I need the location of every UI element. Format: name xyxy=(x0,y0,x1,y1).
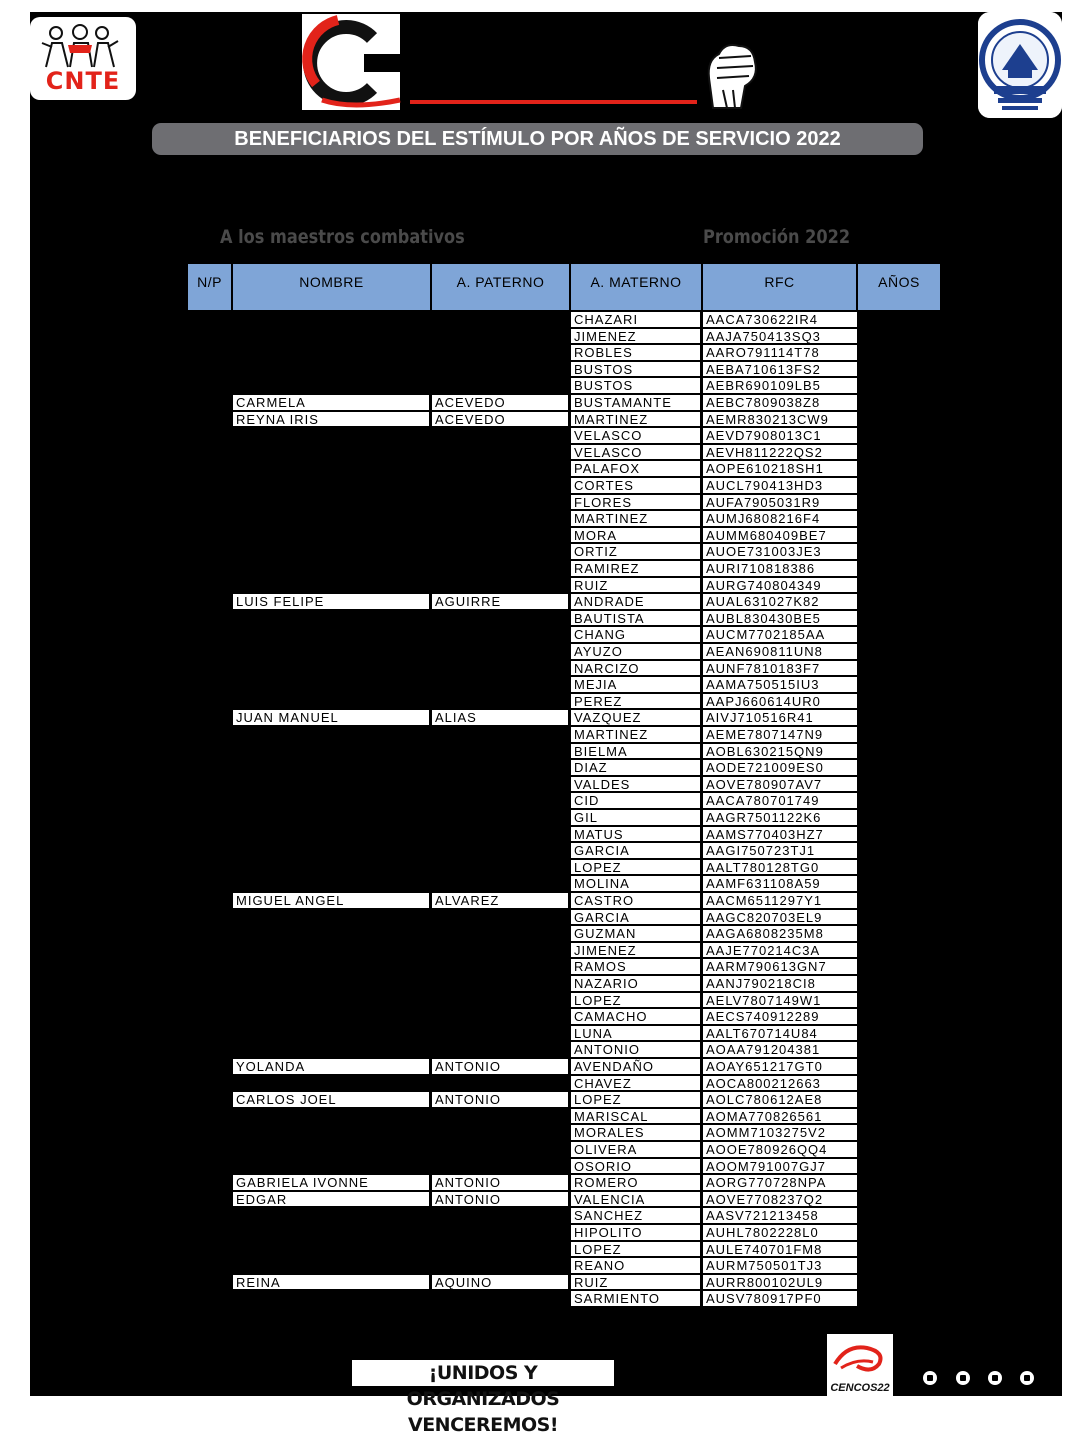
snte-seal-logo xyxy=(978,12,1062,118)
cell-materno: MEJIA xyxy=(571,677,700,692)
cell-rfc: AORG770728NPA xyxy=(703,1175,857,1190)
cell-rfc: AUBL830430BE5 xyxy=(703,611,857,626)
cell-rfc: AUCM7702185AA xyxy=(703,627,857,642)
cell-materno: PALAFOX xyxy=(571,461,700,476)
table-row xyxy=(30,362,1062,379)
column-header-paterno: A. PATERNO xyxy=(432,264,571,310)
cell-materno: JIMENEZ xyxy=(571,329,700,344)
cencos-logo-text: CENCOS22 xyxy=(830,1382,890,1394)
cell-rfc: AOPE610218SH1 xyxy=(703,461,857,476)
cell-materno: CASTRO xyxy=(571,893,700,908)
table-row xyxy=(30,1125,1062,1142)
table-row xyxy=(30,461,1062,478)
cell-rfc: AAMS770403HZ7 xyxy=(703,827,857,842)
table-row xyxy=(30,1042,1062,1059)
cell-materno: RUIZ xyxy=(571,1275,700,1290)
cell-materno: GARCIA xyxy=(571,910,700,925)
cell-materno: BAUTISTA xyxy=(571,611,700,626)
cell-rfc: AOVE780907AV7 xyxy=(703,777,857,792)
table-row xyxy=(30,312,1062,329)
cell-materno: MOLINA xyxy=(571,876,700,891)
cell-materno: GIL xyxy=(571,810,700,825)
cell-materno: LUNA xyxy=(571,1026,700,1041)
cell-rfc: AUHL7802228L0 xyxy=(703,1225,857,1240)
cell-nombre: CARMELA xyxy=(233,395,429,410)
cell-materno: RAMIREZ xyxy=(571,561,700,576)
table-row xyxy=(30,578,1062,595)
cell-rfc: AIVJ710516R41 xyxy=(703,710,857,725)
cencos-logo xyxy=(827,1334,893,1396)
cell-rfc: AUAL631027K82 xyxy=(703,594,857,609)
table-row xyxy=(30,893,1062,910)
table-row xyxy=(30,1291,1062,1308)
cell-nombre: CARLOS JOEL xyxy=(233,1092,429,1107)
cencos-swirl-icon xyxy=(827,1334,893,1378)
table-row xyxy=(30,544,1062,561)
cell-materno: VALENCIA xyxy=(571,1192,700,1207)
cell-materno: ANTONIO xyxy=(571,1042,700,1057)
table-row xyxy=(30,1026,1062,1043)
cell-rfc: AEMR830213CW9 xyxy=(703,412,857,427)
cell-paterno: ACEVEDO xyxy=(432,395,568,410)
table-row xyxy=(30,528,1062,545)
table-row xyxy=(30,1109,1062,1126)
cnte-figures-icon xyxy=(38,23,128,69)
cell-materno: MATUS xyxy=(571,827,700,842)
cell-materno: CID xyxy=(571,793,700,808)
table-row xyxy=(30,345,1062,362)
column-header-rfc: RFC xyxy=(703,264,858,310)
cell-rfc: AURG740804349 xyxy=(703,578,857,593)
table-row xyxy=(30,843,1062,860)
cell-materno: JIMENEZ xyxy=(571,943,700,958)
cell-materno: AVENDAÑO xyxy=(571,1059,700,1074)
table-row xyxy=(30,694,1062,711)
cell-materno: MARTINEZ xyxy=(571,511,700,526)
cell-materno: RAMOS xyxy=(571,959,700,974)
cell-materno: RUIZ xyxy=(571,578,700,593)
cell-nombre: REINA xyxy=(233,1275,429,1290)
cell-materno: CHANG xyxy=(571,627,700,642)
cell-materno: VAZQUEZ xyxy=(571,710,700,725)
table-row xyxy=(30,910,1062,927)
cell-rfc: AEBR690109LB5 xyxy=(703,378,857,393)
cell-rfc: AARO791114T78 xyxy=(703,345,857,360)
column-header-anos: AÑOS xyxy=(858,264,940,310)
cell-rfc: AURR800102UL9 xyxy=(703,1275,857,1290)
cell-rfc: AOMM7103275V2 xyxy=(703,1125,857,1140)
header-red-line xyxy=(410,100,697,104)
cell-nombre: EDGAR xyxy=(233,1192,429,1207)
cell-nombre: YOLANDA xyxy=(233,1059,429,1074)
column-header-materno: A. MATERNO xyxy=(571,264,703,310)
cell-materno: REANO xyxy=(571,1258,700,1273)
cell-rfc: AAGR7501122K6 xyxy=(703,810,857,825)
cnte-logo xyxy=(30,17,136,100)
cell-rfc: AOAY651217GT0 xyxy=(703,1059,857,1074)
cell-rfc: AUCL790413HD3 xyxy=(703,478,857,493)
cell-materno: LOPEZ xyxy=(571,860,700,875)
cell-rfc: AEVD7908013C1 xyxy=(703,428,857,443)
cell-materno: ORTIZ xyxy=(571,544,700,559)
table-row xyxy=(30,378,1062,395)
table-row xyxy=(30,1159,1062,1176)
cell-materno: ROMERO xyxy=(571,1175,700,1190)
table-row xyxy=(30,827,1062,844)
cell-materno: MARTINEZ xyxy=(571,727,700,742)
cell-rfc: AOMA770826561 xyxy=(703,1109,857,1124)
cell-rfc: AUFA7905031R9 xyxy=(703,495,857,510)
twitter-icon[interactable] xyxy=(988,1371,1002,1385)
table-row xyxy=(30,627,1062,644)
cell-materno: CORTES xyxy=(571,478,700,493)
cell-rfc: AEBA710613FS2 xyxy=(703,362,857,377)
table-row xyxy=(30,810,1062,827)
table-row xyxy=(30,511,1062,528)
cell-rfc: AOCA800212663 xyxy=(703,1076,857,1091)
seccion-xxii-logo xyxy=(302,14,400,110)
cell-rfc: AAJA750413SQ3 xyxy=(703,329,857,344)
table-row xyxy=(30,395,1062,412)
cell-materno: OSORIO xyxy=(571,1159,700,1174)
cell-paterno: AGUIRRE xyxy=(432,594,568,609)
cell-rfc: AUOE731003JE3 xyxy=(703,544,857,559)
page-title-banner: BENEFICIARIOS DEL ESTÍMULO POR AÑOS DE SERVICIO 2022 xyxy=(152,123,923,155)
cell-rfc: AOOE780926QQ4 xyxy=(703,1142,857,1157)
cell-rfc: AALT780128TG0 xyxy=(703,860,857,875)
cell-rfc: AELV7807149W1 xyxy=(703,993,857,1008)
cell-materno: CAMACHO xyxy=(571,1009,700,1024)
cell-rfc: AOLC780612AE8 xyxy=(703,1092,857,1107)
table-row xyxy=(30,329,1062,346)
subtitle-left: A los maestros combativos xyxy=(220,226,465,248)
cell-rfc: AAMA750515IU3 xyxy=(703,677,857,692)
cell-rfc: AEAN690811UN8 xyxy=(703,644,857,659)
table-row xyxy=(30,1258,1062,1275)
raised-fist-icon xyxy=(695,38,763,110)
table-row xyxy=(30,677,1062,694)
cell-materno: VELASCO xyxy=(571,428,700,443)
table-row xyxy=(30,1142,1062,1159)
cell-rfc: AODE721009ES0 xyxy=(703,760,857,775)
cell-rfc: AURM750501TJ3 xyxy=(703,1258,857,1273)
table-row xyxy=(30,1059,1062,1076)
cell-rfc: AUSV780917PF0 xyxy=(703,1291,857,1306)
table-row xyxy=(30,959,1062,976)
table-row xyxy=(30,760,1062,777)
cell-materno: MORA xyxy=(571,528,700,543)
table-row xyxy=(30,727,1062,744)
cell-paterno: ALIAS xyxy=(432,710,568,725)
table-row xyxy=(30,1242,1062,1259)
cell-materno: NAZARIO xyxy=(571,976,700,991)
table-row xyxy=(30,644,1062,661)
table-row xyxy=(30,661,1062,678)
cell-rfc: AAGA6808235M8 xyxy=(703,926,857,941)
cell-materno: LOPEZ xyxy=(571,1092,700,1107)
table-row xyxy=(30,1092,1062,1109)
cell-nombre: REYNA IRIS xyxy=(233,412,429,427)
cell-rfc: AAGI750723TJ1 xyxy=(703,843,857,858)
cell-materno: SANCHEZ xyxy=(571,1208,700,1223)
cell-rfc: AASV721213458 xyxy=(703,1208,857,1223)
cell-rfc: AUNF7810183F7 xyxy=(703,661,857,676)
cell-paterno: ALVAREZ xyxy=(432,893,568,908)
cell-nombre: JUAN MANUEL xyxy=(233,710,429,725)
cnte-logo-text: CNTE xyxy=(45,67,121,95)
cell-rfc: AARM790613GN7 xyxy=(703,959,857,974)
cell-materno: HIPOLITO xyxy=(571,1225,700,1240)
cell-paterno: ANTONIO xyxy=(432,1092,568,1107)
table-row xyxy=(30,611,1062,628)
cell-nombre: GABRIELA IVONNE xyxy=(233,1175,429,1190)
table-row xyxy=(30,1275,1062,1292)
table-row xyxy=(30,744,1062,761)
cell-rfc: AAGC820703EL9 xyxy=(703,910,857,925)
table-row xyxy=(30,710,1062,727)
cell-materno: DIAZ xyxy=(571,760,700,775)
cell-materno: ROBLES xyxy=(571,345,700,360)
cell-materno: GARCIA xyxy=(571,843,700,858)
cell-rfc: AACM6511297Y1 xyxy=(703,893,857,908)
cell-rfc: AACA730622IR4 xyxy=(703,312,857,327)
cell-materno: AYUZO xyxy=(571,644,700,659)
cell-materno: BIELMA xyxy=(571,744,700,759)
cell-materno: OLIVERA xyxy=(571,1142,700,1157)
cell-materno: MARTINEZ xyxy=(571,412,700,427)
footer-slogan: ¡UNIDOS Y ORGANIZADOS VENCEREMOS! xyxy=(352,1360,614,1386)
table-row xyxy=(30,495,1062,512)
cell-nombre: LUIS FELIPE xyxy=(233,594,429,609)
table-row xyxy=(30,1009,1062,1026)
cell-paterno: AQUINO xyxy=(432,1275,568,1290)
cell-rfc: AEME7807147N9 xyxy=(703,727,857,742)
cell-rfc: AAPJ660614UR0 xyxy=(703,694,857,709)
cell-materno: CHAZARI xyxy=(571,312,700,327)
cell-rfc: AEBC7809038Z8 xyxy=(703,395,857,410)
cell-materno: VALDES xyxy=(571,777,700,792)
cell-rfc: AEVH811222QS2 xyxy=(703,445,857,460)
table-row xyxy=(30,793,1062,810)
cell-rfc: AOAA791204381 xyxy=(703,1042,857,1057)
facebook-icon[interactable] xyxy=(923,1371,937,1385)
table-row xyxy=(30,561,1062,578)
document-sheet xyxy=(30,12,1062,1436)
cell-materno: NARCIZO xyxy=(571,661,700,676)
table-row xyxy=(30,1225,1062,1242)
cell-rfc: AAJE770214C3A xyxy=(703,943,857,958)
cell-rfc: AALT670714U84 xyxy=(703,1026,857,1041)
cell-rfc: AACA780701749 xyxy=(703,793,857,808)
cell-rfc: AAMF631108A59 xyxy=(703,876,857,891)
table-row xyxy=(30,943,1062,960)
table-row xyxy=(30,1208,1062,1225)
table-row xyxy=(30,976,1062,993)
table-row xyxy=(30,1192,1062,1209)
table-row xyxy=(30,860,1062,877)
cell-materno: LOPEZ xyxy=(571,993,700,1008)
cell-paterno: ANTONIO xyxy=(432,1175,568,1190)
youtube-icon[interactable] xyxy=(1020,1371,1034,1385)
column-header-np: N/P xyxy=(188,264,233,310)
table-row xyxy=(30,926,1062,943)
table-row xyxy=(30,876,1062,893)
cell-materno: SARMIENTO xyxy=(571,1291,700,1306)
column-header-nombre: NOMBRE xyxy=(233,264,432,310)
cell-rfc: AOOM791007GJ7 xyxy=(703,1159,857,1174)
table-row xyxy=(30,993,1062,1010)
subtitle-right: Promoción 2022 xyxy=(703,226,851,248)
cell-rfc: AULE740701FM8 xyxy=(703,1242,857,1257)
cell-materno: PEREZ xyxy=(571,694,700,709)
cell-paterno: ACEVEDO xyxy=(432,412,568,427)
cell-rfc: AOVE7708237Q2 xyxy=(703,1192,857,1207)
cell-materno: VELASCO xyxy=(571,445,700,460)
cell-rfc: AANJ790218CI8 xyxy=(703,976,857,991)
cell-materno: BUSTAMANTE xyxy=(571,395,700,410)
cell-materno: MARISCAL xyxy=(571,1109,700,1124)
cell-rfc: AECS740912289 xyxy=(703,1009,857,1024)
table-row xyxy=(30,1076,1062,1093)
cell-paterno: ANTONIO xyxy=(432,1192,568,1207)
cell-materno: CHAVEZ xyxy=(571,1076,700,1091)
cell-paterno: ANTONIO xyxy=(432,1059,568,1074)
table-row xyxy=(30,777,1062,794)
cell-rfc: AOBL630215QN9 xyxy=(703,744,857,759)
table-row xyxy=(30,428,1062,445)
cell-materno: BUSTOS xyxy=(571,378,700,393)
cell-materno: FLORES xyxy=(571,495,700,510)
table-row xyxy=(30,445,1062,462)
instagram-icon[interactable] xyxy=(956,1371,970,1385)
cell-materno: MORALES xyxy=(571,1125,700,1140)
table-row xyxy=(30,478,1062,495)
cell-materno: GUZMAN xyxy=(571,926,700,941)
cell-rfc: AUMJ6808216F4 xyxy=(703,511,857,526)
table-row xyxy=(30,412,1062,429)
table-row xyxy=(30,1175,1062,1192)
cell-materno: BUSTOS xyxy=(571,362,700,377)
cell-materno: LOPEZ xyxy=(571,1242,700,1257)
cell-rfc: AURI710818386 xyxy=(703,561,857,576)
cell-materno: ANDRADE xyxy=(571,594,700,609)
cell-nombre: MIGUEL ANGEL xyxy=(233,893,429,908)
table-row xyxy=(30,594,1062,611)
cell-rfc: AUMM680409BE7 xyxy=(703,528,857,543)
